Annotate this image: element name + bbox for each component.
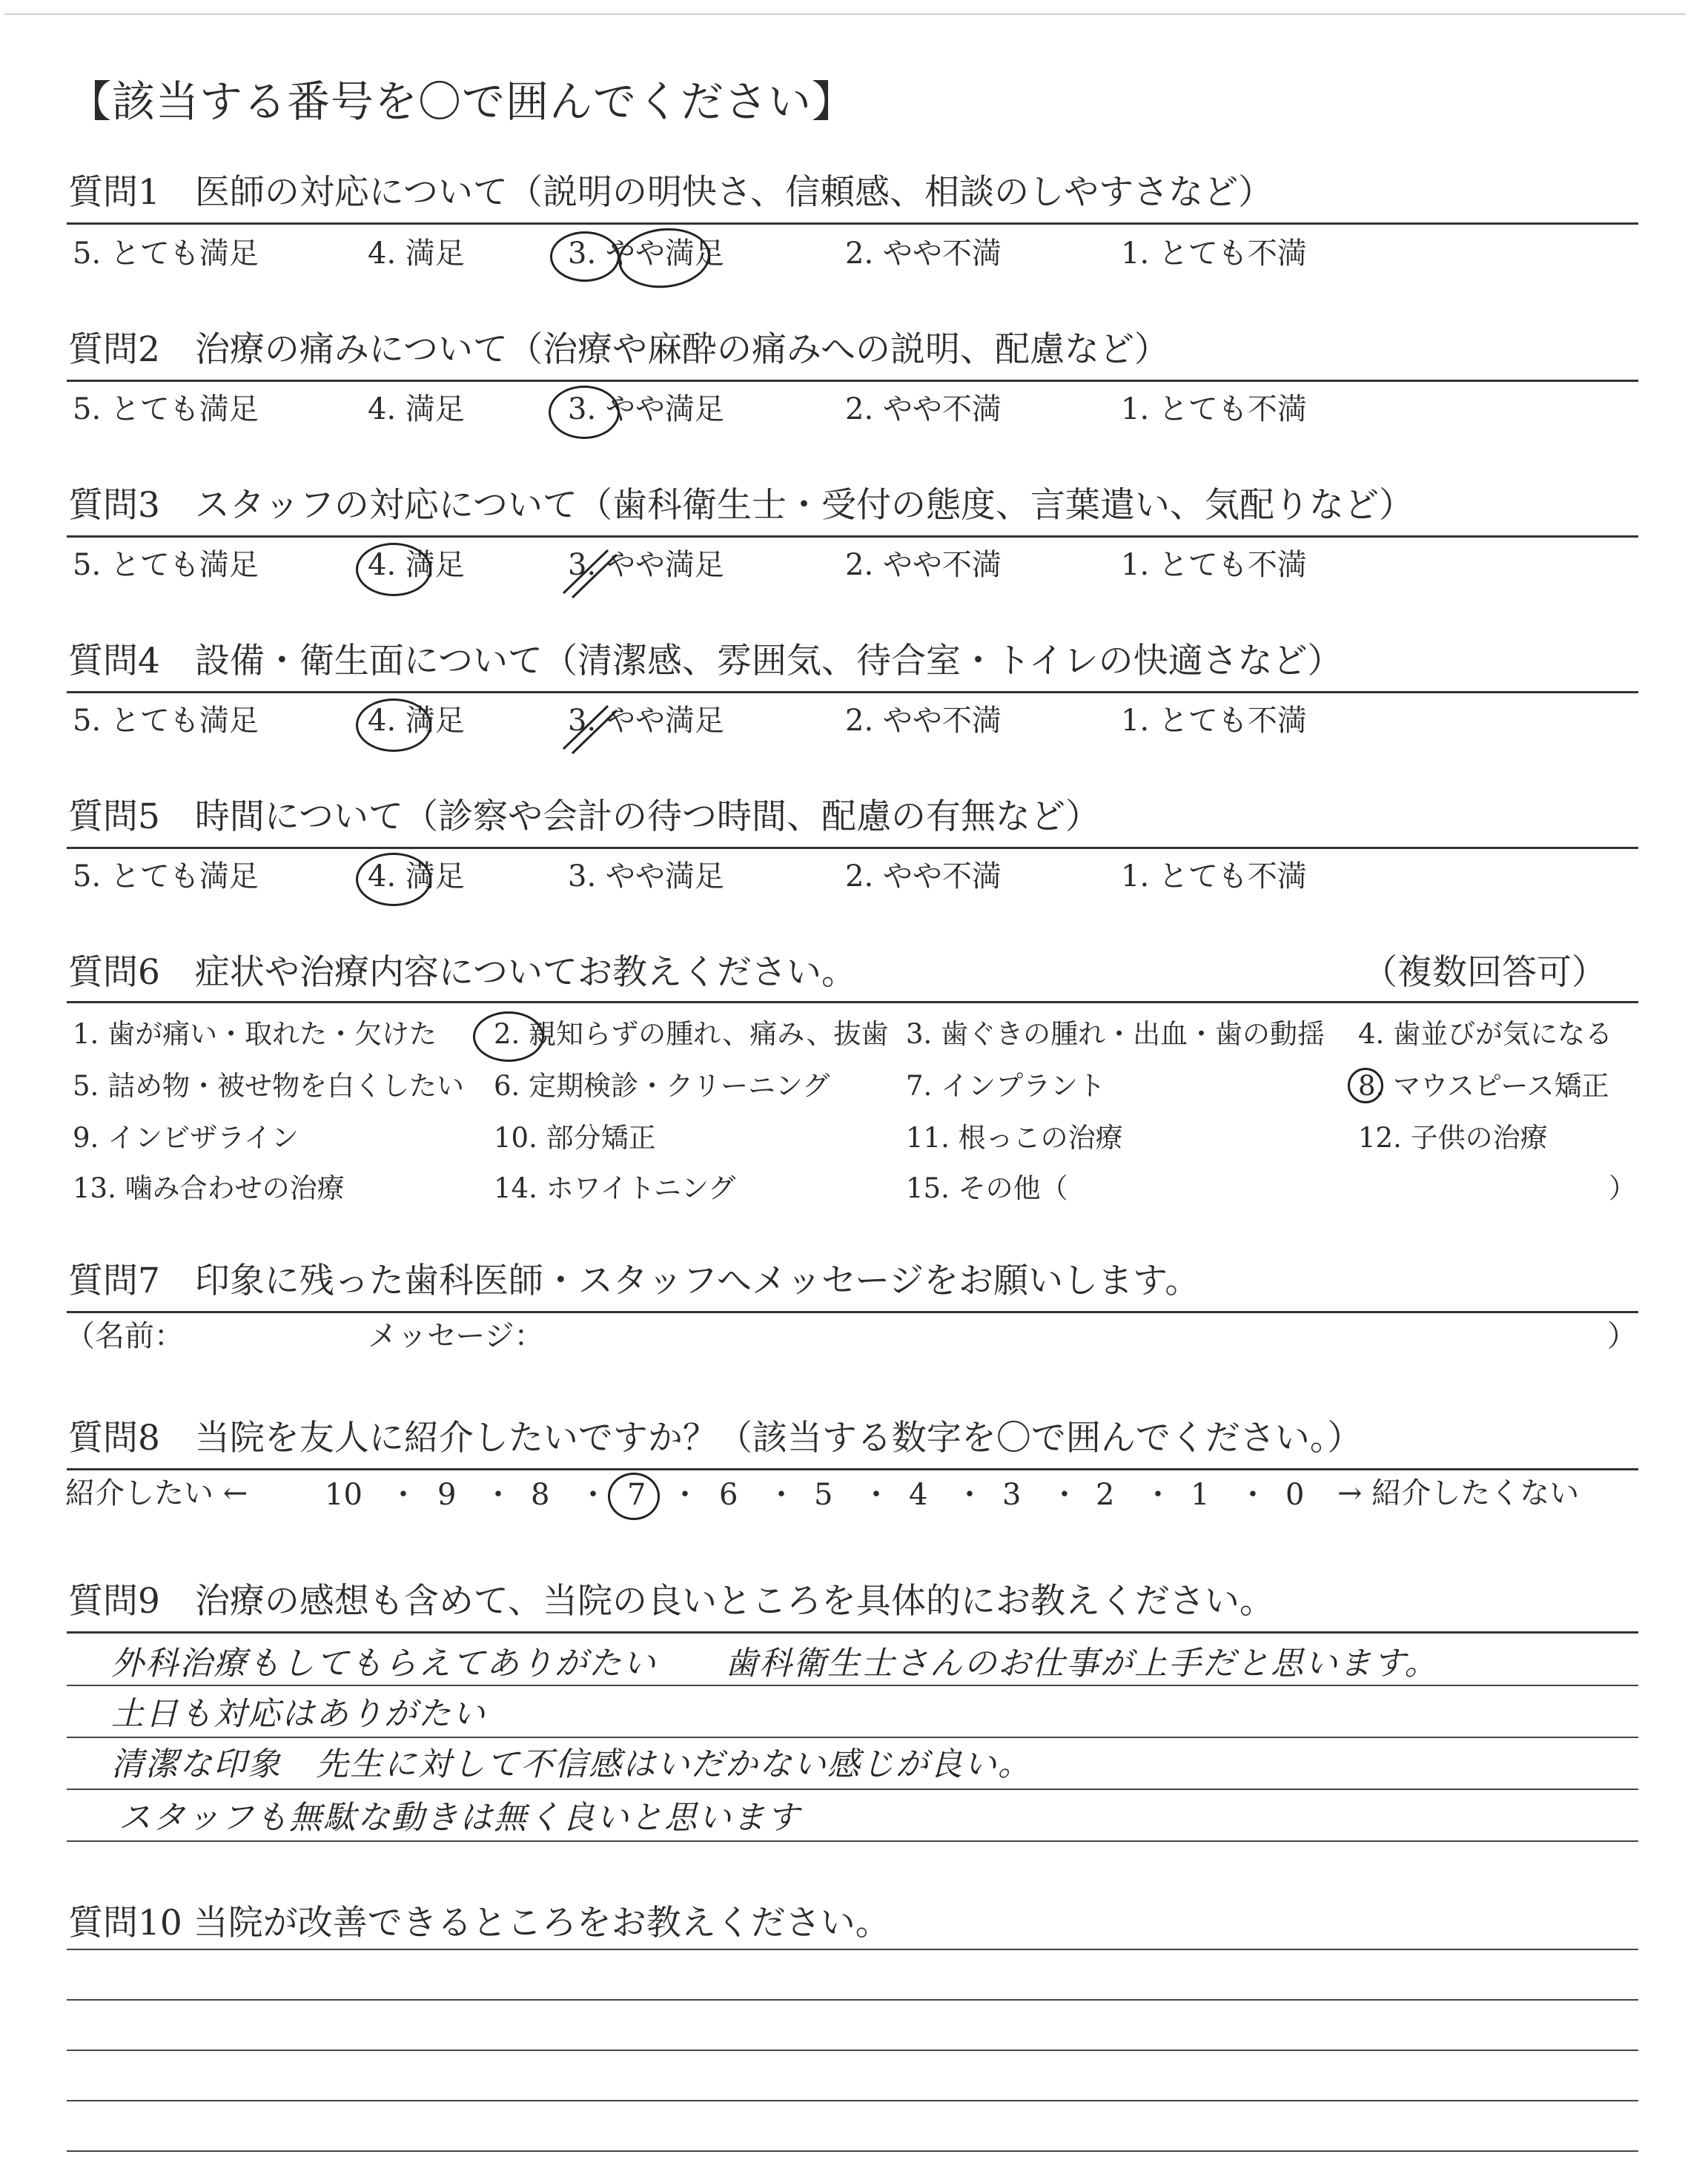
q9-rule-2 bbox=[67, 1737, 1638, 1738]
q2-option-3[interactable]: 3. やや満足 bbox=[568, 392, 724, 426]
q7-name-label: （名前： bbox=[65, 1319, 184, 1353]
q4-option-2[interactable]: 2. やや不満 bbox=[845, 704, 1002, 738]
q9-title: 質問9 治療の感想も含めて、当院の良いところを具体的にお教えください。 bbox=[68, 1581, 1274, 1622]
q8-scale-7[interactable]: 7 bbox=[627, 1478, 646, 1512]
q5-option-2[interactable]: 2. やや不満 bbox=[845, 859, 1002, 894]
q8-rule bbox=[67, 1468, 1638, 1470]
q6-item-3[interactable]: 3. 歯ぐきの腫れ・出血・歯の動揺 bbox=[906, 1018, 1325, 1050]
q8-scale-5[interactable]: 5 bbox=[814, 1478, 833, 1512]
q8-dot: ・ bbox=[483, 1478, 513, 1512]
q8-dot: ・ bbox=[578, 1478, 608, 1512]
q10-rule-3 bbox=[67, 2050, 1638, 2051]
q1-title: 質問1 医師の対応について（説明の明快さ、信頼感、相談のしやすさなど） bbox=[68, 172, 1274, 213]
q3-strike-mark bbox=[563, 550, 617, 598]
q10-rule-2 bbox=[67, 1999, 1638, 2001]
q2-option-2[interactable]: 2. やや不満 bbox=[845, 392, 1002, 426]
q8-scale-10[interactable]: 10 bbox=[325, 1478, 363, 1512]
q4-title: 質問4 設備・衛生面について（清潔感、雰囲気、待合室・トイレの快適さなど） bbox=[68, 641, 1343, 681]
q8-dot: ・ bbox=[1050, 1478, 1079, 1512]
q9-rule-3 bbox=[67, 1789, 1638, 1790]
q8-scale-6[interactable]: 6 bbox=[719, 1478, 738, 1512]
q9-rule-4 bbox=[67, 1840, 1638, 1842]
q6-circle-mark-2 bbox=[473, 1011, 544, 1062]
q5-option-3[interactable]: 3. やや満足 bbox=[568, 859, 724, 894]
q6-item-2[interactable]: 2. 親知らずの腫れ、痛み、抜歯 bbox=[494, 1018, 889, 1050]
q10-rule-5 bbox=[67, 2150, 1638, 2152]
q6-rule bbox=[67, 1001, 1638, 1003]
q3-option-5[interactable]: 5. とても満足 bbox=[73, 548, 259, 582]
q6-item-4[interactable]: 4. 歯並びが気になる bbox=[1358, 1018, 1613, 1050]
q1-option-4[interactable]: 4. 満足 bbox=[368, 237, 465, 271]
q8-scale-9[interactable]: 9 bbox=[437, 1478, 457, 1512]
q3-option-3[interactable]: 3. やや満足 bbox=[568, 548, 724, 582]
q8-dot: ・ bbox=[1143, 1478, 1173, 1512]
q7-title: 質問7 印象に残った歯科医師・スタッフへメッセージをお願いします。 bbox=[68, 1261, 1200, 1301]
q8-right-label: → 紹介したくない bbox=[1337, 1476, 1580, 1510]
q2-option-4[interactable]: 4. 満足 bbox=[368, 392, 465, 426]
q9-answer-line-3: 清潔な印象 先生に対して不信感はいだかない感じが良い。 bbox=[111, 1745, 1032, 1783]
q6-multi-note: （複数回答可） bbox=[1363, 952, 1606, 993]
q1-option-1[interactable]: 1. とても不満 bbox=[1121, 237, 1307, 271]
q3-option-4[interactable]: 4. 満足 bbox=[368, 548, 465, 582]
q8-dot: ・ bbox=[388, 1478, 418, 1512]
q2-option-1[interactable]: 1. とても不満 bbox=[1121, 392, 1307, 426]
q6-item-14[interactable]: 14. ホワイトニング bbox=[494, 1172, 736, 1204]
q5-option-5[interactable]: 5. とても満足 bbox=[73, 859, 259, 894]
q2-option-5[interactable]: 5. とても満足 bbox=[73, 392, 259, 426]
q10-title: 質問10 当院が改善できるところをお教えください。 bbox=[68, 1903, 890, 1943]
q8-dot: ・ bbox=[955, 1478, 984, 1512]
q6-item-15-close: ） bbox=[1609, 1172, 1636, 1204]
q8-dot: ・ bbox=[670, 1478, 700, 1512]
q6-item-9[interactable]: 9. インビザライン bbox=[73, 1122, 299, 1154]
q4-strike-mark bbox=[563, 706, 617, 753]
q1-option-5[interactable]: 5. とても満足 bbox=[73, 237, 259, 271]
q8-scale-4[interactable]: 4 bbox=[909, 1478, 928, 1512]
instruction-header: 【該当する番号を〇で囲んでください】 bbox=[68, 76, 856, 127]
q6-circle-mark-8 bbox=[1348, 1068, 1383, 1103]
q6-item-5[interactable]: 5. 詰め物・被せ物を白くしたい bbox=[73, 1070, 465, 1102]
q5-option-1[interactable]: 1. とても不満 bbox=[1121, 859, 1307, 894]
q4-option-4[interactable]: 4. 満足 bbox=[368, 704, 465, 738]
q7-message-label: メッセージ： bbox=[368, 1319, 544, 1353]
q8-scale-3[interactable]: 3 bbox=[1002, 1478, 1022, 1512]
q9-answer-line-2: 土日も対応はありがたい bbox=[111, 1695, 486, 1733]
q6-item-12[interactable]: 12. 子供の治療 bbox=[1358, 1122, 1548, 1154]
q6-item-15[interactable]: 15. その他（ bbox=[906, 1172, 1068, 1204]
q9-rule-0 bbox=[67, 1631, 1638, 1634]
q6-title: 質問6 症状や治療内容についてお教えください。 bbox=[68, 952, 856, 993]
q6-item-11[interactable]: 11. 根っこの治療 bbox=[906, 1122, 1123, 1154]
q3-title: 質問3 スタッフの対応について（歯科衛生士・受付の態度、言葉遣い、気配りなど） bbox=[68, 485, 1414, 526]
q8-left-label: 紹介したい ← bbox=[65, 1476, 248, 1510]
q9-answer-line-4: スタッフも無駄な動きは無く良いと思います bbox=[119, 1799, 801, 1837]
q8-title: 質問8 当院を友人に紹介したいですか？（該当する数字を〇で囲んでください。） bbox=[68, 1418, 1363, 1459]
q7-rule bbox=[67, 1311, 1638, 1313]
q4-option-1[interactable]: 1. とても不満 bbox=[1121, 704, 1307, 738]
q5-option-4[interactable]: 4. 満足 bbox=[368, 859, 465, 894]
q7-close-paren: ） bbox=[1607, 1319, 1637, 1353]
q9-rule-1 bbox=[67, 1685, 1638, 1686]
q8-circle-mark bbox=[608, 1473, 660, 1520]
q8-dot: ・ bbox=[767, 1478, 796, 1512]
q10-rule-1 bbox=[67, 1949, 1638, 1950]
q4-option-5[interactable]: 5. とても満足 bbox=[73, 704, 259, 738]
q6-item-6[interactable]: 6. 定期検診・クリーニング bbox=[494, 1070, 830, 1102]
q8-scale-1[interactable]: 1 bbox=[1191, 1478, 1210, 1512]
q8-scale-2[interactable]: 2 bbox=[1096, 1478, 1115, 1512]
q4-option-3[interactable]: 3. やや満足 bbox=[568, 704, 724, 738]
q6-item-10[interactable]: 10. 部分矯正 bbox=[494, 1122, 656, 1154]
q6-item-13[interactable]: 13. 噛み合わせの治療 bbox=[73, 1172, 345, 1204]
q10-rule-4 bbox=[67, 2100, 1638, 2101]
q6-item-8[interactable]: 8. マウスピース矯正 bbox=[1358, 1070, 1609, 1102]
q9-answer-line-1: 外科治療もしてもらえてありがたい 歯科衛生士さんのお仕事が上手だと思います。 bbox=[111, 1645, 1439, 1682]
q5-title: 質問5 時間について（診察や会計の待つ時間、配慮の有無など） bbox=[68, 796, 1100, 837]
q2-title: 質問2 治療の痛みについて（治療や麻酔の痛みへの説明、配慮など） bbox=[68, 329, 1170, 370]
q8-dot: ・ bbox=[861, 1478, 891, 1512]
q8-dot: ・ bbox=[1238, 1478, 1268, 1512]
q3-option-1[interactable]: 1. とても不満 bbox=[1121, 548, 1307, 582]
q1-option-2[interactable]: 2. やや不満 bbox=[845, 237, 1002, 271]
q1-option-3[interactable]: 3. やや満足 bbox=[568, 237, 724, 271]
q3-option-2[interactable]: 2. やや不満 bbox=[845, 548, 1002, 582]
q8-scale-8[interactable]: 8 bbox=[531, 1478, 550, 1512]
q6-item-7[interactable]: 7. インプラント bbox=[906, 1070, 1106, 1102]
q8-scale-0[interactable]: 0 bbox=[1285, 1478, 1305, 1512]
q6-item-1[interactable]: 1. 歯が痛い・取れた・欠けた bbox=[73, 1018, 437, 1050]
